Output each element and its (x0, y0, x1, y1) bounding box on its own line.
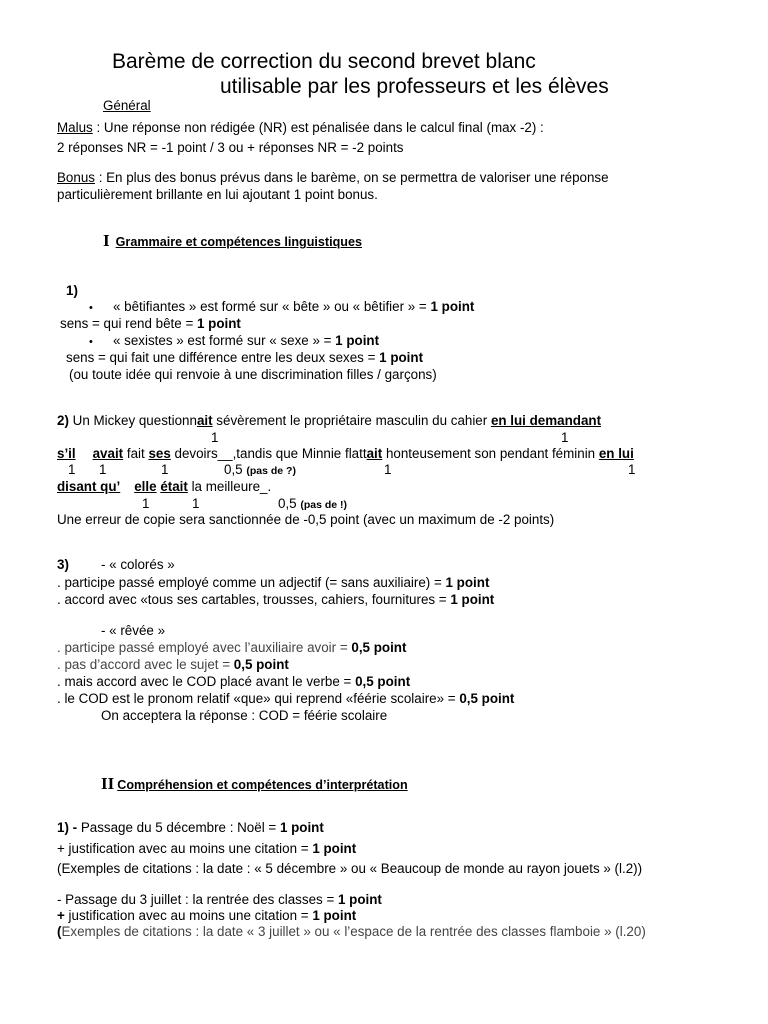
q1-sense1-points: 1 point (196, 316, 241, 331)
q2-score-value: 0,5 (224, 462, 243, 477)
q3-item-points: 1 point (450, 592, 495, 607)
q3-item-text: . le COD est le pronom relatif «que» qui reprend «féérie scolaire» = (57, 691, 460, 706)
section2-title: Compréhension et compétences d’interprétation (117, 778, 408, 792)
s2-q1-text: - Passage du 3 juillet : la rentrée des classes = (57, 892, 338, 907)
q2-score-half (278, 496, 347, 513)
q3-item-text: . participe passé employé comme un adjectif (= sans auxiliaire) = (57, 575, 446, 590)
q2-score: 1 (628, 462, 636, 477)
bonus-label: Bonus (57, 170, 95, 185)
page-title-line2: utilisable par les professeurs et les élèves (220, 75, 609, 98)
bonus-text-line2: particulièrement brillante en lui ajoutant 1 point bonus. (57, 187, 378, 202)
q1-note: (ou toute idée qui renvoie à une discrimination filles / garçons) (69, 367, 437, 382)
s2-q1-text: Passage du 5 décembre : Noël = (77, 820, 280, 835)
q2-penalty: Une erreur de copie sera sanctionnée de -0,5 point (avec un maximum de -2 points) (57, 512, 555, 527)
q1-item1-text: « bêtifiantes » est formé sur « bête » ou « bêtifier » = (113, 299, 431, 314)
q1-item1 (113, 299, 474, 315)
q2-score: 1 (142, 496, 150, 511)
q3-item-text: . mais accord avec le COD placé avant le verbe = (57, 674, 356, 689)
q1-item2-points: 1 point (335, 333, 380, 348)
bonus-paragraph (57, 170, 609, 186)
q2-text: la meilleure_. (187, 479, 272, 494)
q3-item-text: . participe passé employé avec l’auxiliaire avoir = (57, 640, 352, 655)
q2-text: honteusement son pendant féminin (382, 446, 599, 461)
q2-marked: s’il (57, 446, 76, 461)
q2-text: sévèrement le propriétaire masculin du cahier (212, 413, 491, 428)
malus-detail: 2 réponses NR = -1 point / 3 ou + réponses NR = -2 points (57, 140, 404, 155)
page-title-line1: Barème de correction du second brevet blanc (112, 50, 536, 73)
q3-word2: - « rêvée » (101, 623, 166, 638)
q2-score: 1 (384, 462, 392, 477)
q3-item (57, 691, 514, 707)
s2-q1-paren: ( (57, 924, 62, 939)
q2-score: 1 (192, 496, 200, 511)
general-heading: Général (103, 98, 151, 113)
q2-number: 2) (57, 413, 69, 428)
q3-item-points: 0,5 point (351, 640, 407, 655)
q2-line2 (57, 446, 634, 462)
q3-item-points: 1 point (445, 575, 490, 590)
q3-item-points: 0,5 point (355, 674, 411, 689)
s2-q1-points: 1 point (312, 908, 357, 923)
q2-marked: en lui (598, 446, 634, 461)
q2-marked: ait (196, 413, 213, 428)
bullet-icon: • (89, 336, 93, 348)
q2-text: fait (123, 446, 149, 461)
q2-score: 1 (161, 462, 169, 477)
s2-q1-justification1 (57, 841, 356, 857)
q3-item-points: 0,5 point (459, 691, 515, 706)
q2-score-value: 0,5 (278, 496, 297, 511)
q3-item-text: . pas d’accord avec le sujet = (57, 657, 234, 672)
q3-item-text: . accord avec «tous ses cartables, trousses, cahiers, fournitures = (57, 592, 451, 607)
s2-q1-plus: + (57, 908, 65, 923)
s2-q1-examples1: (Exemples de citations : la date : « 5 décembre » ou « Beaucoup de monde au rayon jouets » (l.2)) (57, 861, 643, 876)
q3-item-points: 0,5 point (233, 657, 289, 672)
s2-q1-examples2 (57, 924, 646, 940)
q2-score: 1 (561, 430, 569, 445)
s2-q1-justification2 (57, 908, 356, 924)
malus-text: : Une réponse non rédigée (NR) est pénalisée dans le calcul final (max -2) : (92, 120, 544, 135)
q1-item1-points: 1 point (430, 299, 475, 314)
section1-title: Grammaire et compétences linguistiques (115, 235, 362, 249)
q1-sense1 (60, 316, 241, 332)
q3-item (57, 657, 289, 673)
q1-sense2-points: 1 point (379, 350, 424, 365)
s2-q1-number: 1) - (57, 820, 78, 835)
q2-marked: ses (148, 446, 171, 461)
q2-score: 1 (68, 462, 76, 477)
section1-roman: I (103, 231, 110, 250)
q2-marked: elle (134, 479, 157, 494)
malus-paragraph (57, 120, 544, 136)
q3-number: 3) (57, 557, 69, 572)
q3-item (57, 674, 410, 690)
q2-text: Un Mickey questionn (68, 413, 197, 428)
q2-score: 1 (99, 462, 107, 477)
s2-q1-points: 1 point (279, 820, 324, 835)
bonus-text: : En plus des bonus prévus dans le barème, on se permettra de valoriser une réponse (94, 170, 609, 185)
section2-roman: II (101, 774, 115, 793)
q2-score-note: (pas de !) (300, 499, 348, 511)
section2-heading (101, 776, 408, 793)
q1-item2 (113, 333, 379, 349)
bullet-icon: • (89, 302, 93, 314)
malus-label: Malus (57, 120, 93, 135)
q1-sense1-text: sens = qui rend bête = (60, 316, 197, 331)
q2-marked: ait (366, 446, 383, 461)
q1-sense2-text: sens = qui fait une différence entre les deux sexes = (66, 350, 380, 365)
s2-q1-passage2 (57, 892, 382, 908)
q1-item2-text: « sexistes » est formé sur « sexe » = (113, 333, 336, 348)
s2-q1-points: 1 point (312, 841, 357, 856)
q3-item (57, 592, 494, 608)
q2-marked: avait (92, 446, 124, 461)
q2-score: 1 (211, 430, 219, 445)
s2-q1-text: + justification avec au moins une citation = (57, 841, 313, 856)
s2-q1-passage1 (57, 820, 324, 836)
q3-item (57, 640, 406, 656)
q1-sense2 (66, 350, 423, 366)
q2-score-note: (pas de ?) (246, 465, 296, 477)
q2-score-half (224, 462, 296, 479)
q2-line3 (57, 479, 271, 495)
q3-item (57, 575, 489, 591)
section1-heading (103, 233, 362, 250)
s2-q1-points: 1 point (337, 892, 382, 907)
q2-line1 (57, 413, 601, 429)
s2-q1-text: justification avec au moins une citation = (64, 908, 313, 923)
q2-marked: disant qu’ (57, 479, 121, 494)
q2-text: devoirs__,tandis que Minnie flatt (170, 446, 367, 461)
q3-accept: On acceptera la réponse : COD = féérie scolaire (101, 708, 388, 723)
q2-marked: était (160, 479, 188, 494)
q3-word1: - « colorés » (101, 557, 175, 572)
q1-number: 1) (66, 283, 78, 298)
s2-q1-text: Exemples de citations : la date « 3 juillet » ou « l’espace de la rentrée des classes flamboie » (l.20) (61, 924, 646, 939)
q2-marked: en lui demandant (490, 413, 602, 428)
